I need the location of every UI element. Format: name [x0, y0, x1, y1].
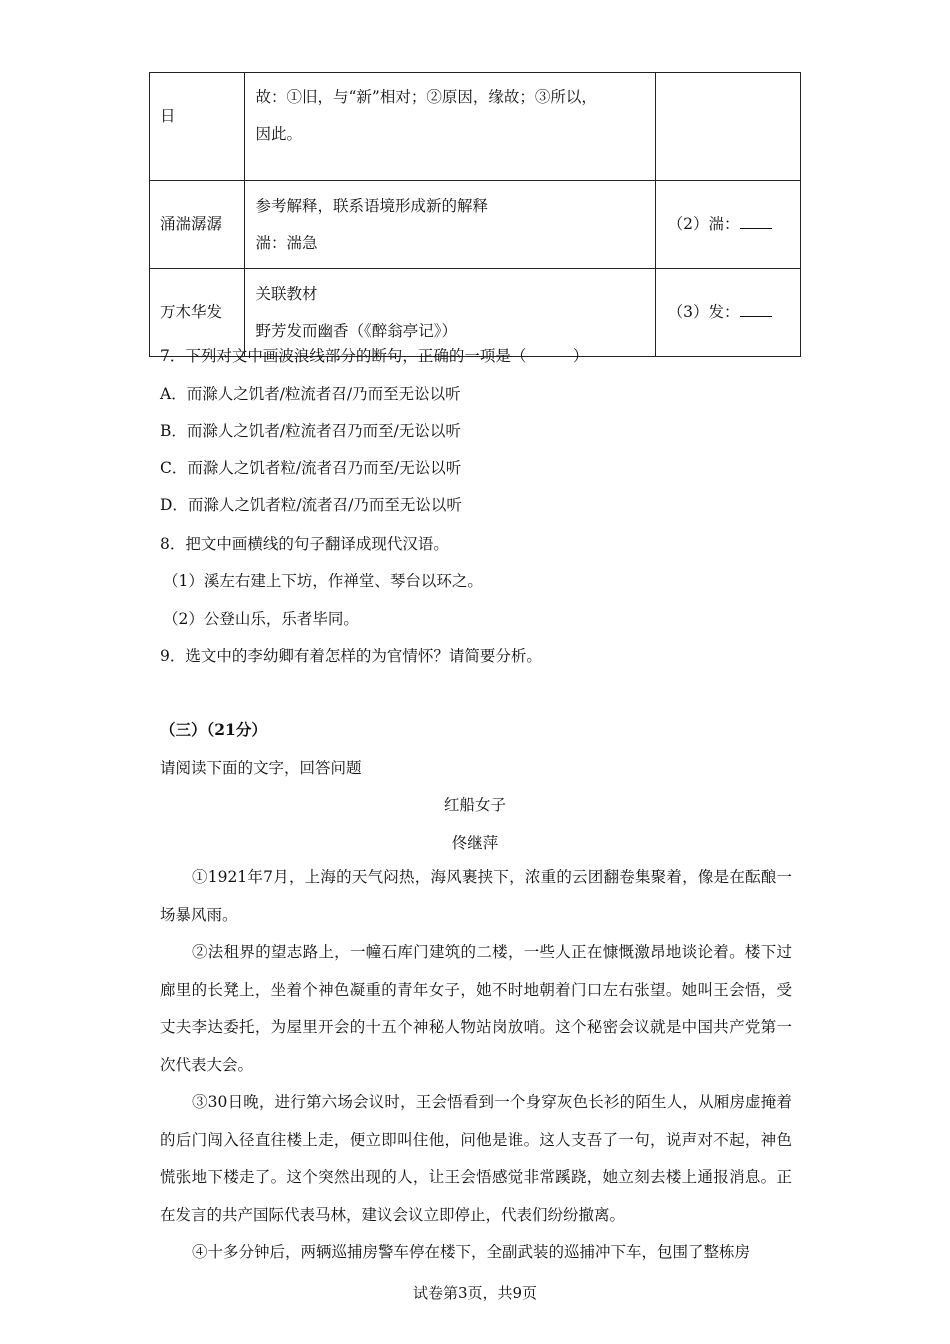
- table-row: [150, 181, 801, 269]
- table-cell-word: 涌湍潺潺: [150, 181, 245, 269]
- passage-paragraph: ③30日晚，进行第六场会议时，王会悟看到一个身穿灰色长衫的陌生人，从厢房虚掩着的后门闯入径直往楼上走，便立即叫住他，问他是谁。这人支吾了一句，说声对不起，神色慌张地下楼走了。这个突然出现的人，让王会悟感觉非常蹊跷，她立刻去楼上通报消息。正在发言的共产国际代表马林，建议会议立即停止，代表们纷纷撤离。: [160, 1093, 792, 1224]
- table-cell-word: 万木华发: [150, 269, 245, 357]
- question-9-stem: 9．选文中的李幼卿有着怎样的为官情怀？请简要分析。: [160, 647, 542, 665]
- table-cell-explanation: [245, 73, 655, 181]
- answer-blank[interactable]: [740, 302, 772, 317]
- explanation-line: 因此。: [255, 125, 302, 143]
- passage-author: 佟继萍: [451, 834, 499, 852]
- passage-paragraph: ②法租界的望志路上，一幢石库门建筑的二楼，一些人正在慷慨激昂地谈论着。楼下过廊里的长凳上，坐着个神色凝重的青年女子，她不时地朝着门口左右张望。她叫王会悟，受丈夫李达委托，为屋里开会的十五个神秘人物站岗放哨。这个秘密会议就是中国共产党第一次代表大会。: [160, 943, 792, 1074]
- vocabulary-table: [149, 72, 801, 357]
- table-row: [150, 73, 801, 181]
- question-8-stem: 8．把文中画横线的句子翻译成现代汉语。: [160, 535, 449, 553]
- table-cell-answer: [655, 73, 800, 181]
- passage-paragraph: ①1921年7月，上海的天气闷热，海风裹挟下，浓重的云团翻卷集聚着，像是在酝酿一场暴风雨。: [160, 868, 792, 924]
- explanation-line: 野芳发而幽香（《醉翁亭记》）: [255, 321, 457, 340]
- option-d[interactable]: D．而滁人之饥者粒/流者召/乃而至无讼以听: [160, 496, 462, 514]
- section-heading: （三）（21分）: [160, 720, 267, 739]
- option-a[interactable]: A．而滁人之饥者/粒流者召/乃而至无讼以听: [160, 385, 461, 403]
- explanation-line: 湍：湍急: [255, 233, 318, 252]
- explanation-line: 关联教材: [255, 284, 318, 303]
- answer-label: （2）湍：: [667, 215, 740, 233]
- question-8-item-1: （1）溪左右建上下坊，作禅堂、琴台以环之。: [163, 572, 483, 590]
- table-cell-word: 日: [150, 73, 245, 181]
- explanation-line: 故：①旧，与“新”相对；②原因，缘故；③所以，: [255, 88, 597, 106]
- section-instruction: 请阅读下面的文字，回答问题: [160, 759, 362, 777]
- passage-title: 红船女子: [443, 796, 506, 814]
- question-7-stem: 7．下列对文中画波浪线部分的断句，正确的一项是（ ）: [160, 347, 589, 365]
- table-cell-explanation: [245, 181, 655, 269]
- option-b[interactable]: B．而滁人之饥者/粒流者召乃而至/无讼以听: [160, 422, 461, 440]
- explanation-line: 参考解释，联系语境形成新的解释: [255, 196, 488, 215]
- answer-blank[interactable]: [740, 214, 772, 229]
- page-footer: 试卷第3页，共9页: [412, 1284, 538, 1302]
- question-8-item-2: （2）公登山乐，乐者毕同。: [163, 610, 359, 628]
- table-cell-answer: [655, 269, 800, 357]
- answer-label: （3）发：: [667, 303, 740, 321]
- option-c[interactable]: C．而滁人之饥者粒/流者召乃而至/无讼以听: [160, 459, 462, 477]
- passage-paragraph: ④十多分钟后，两辆巡捕房警车停在楼下，全副武装的巡捕冲下车，包围了整栋房: [192, 1243, 751, 1261]
- table-cell-answer: [655, 181, 800, 269]
